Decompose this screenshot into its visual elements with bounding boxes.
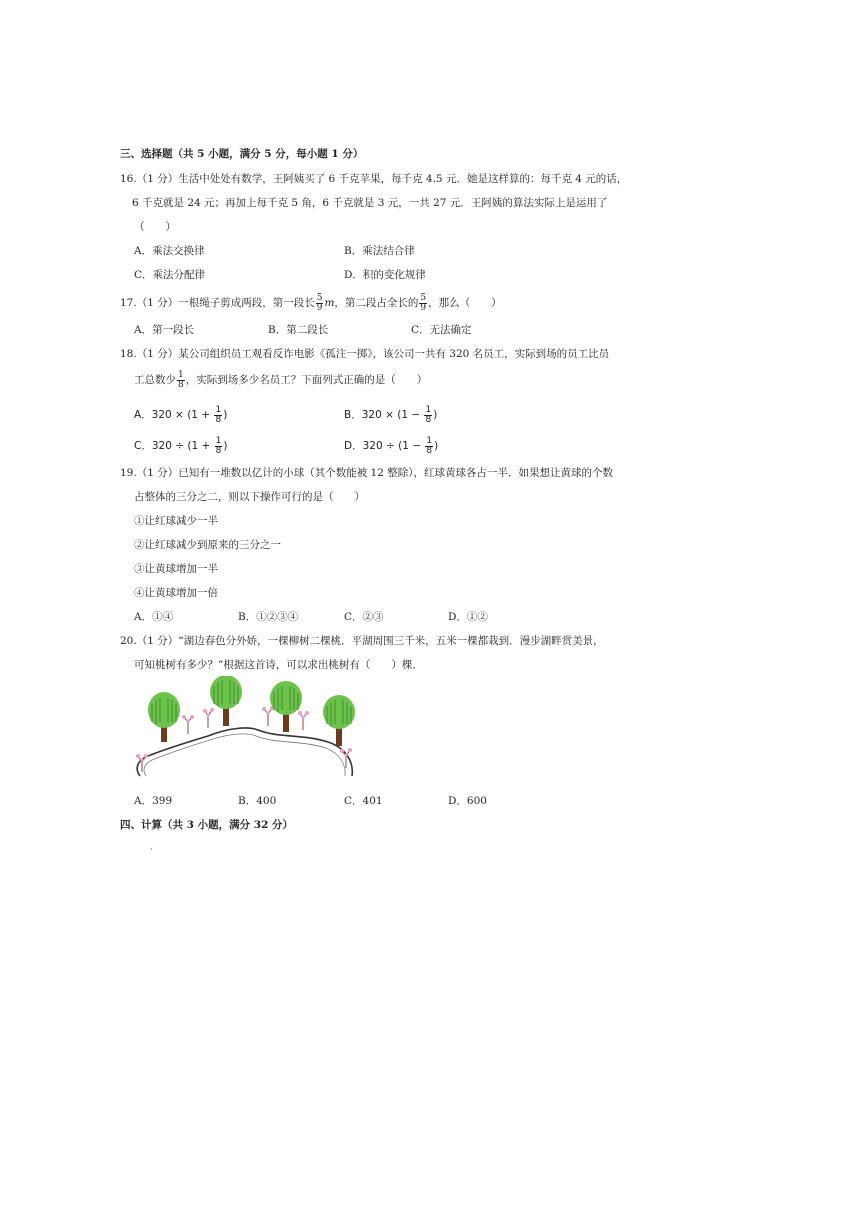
q18-d-den: 8 bbox=[426, 445, 433, 456]
q18-option-c[interactable] bbox=[134, 435, 227, 457]
q19-option-b[interactable]: B．①②③④ bbox=[238, 611, 299, 623]
q16-option-c[interactable]: C．乘法分配律 bbox=[134, 269, 206, 281]
q17-frac2-denominator: 9 bbox=[420, 302, 427, 313]
q17-option-c[interactable]: C．无法确定 bbox=[411, 324, 472, 336]
q18-d-post: ) bbox=[434, 440, 439, 452]
section-title: 三、选择题（共 5 小题，满分 5 分，每小题 1 分） bbox=[120, 148, 364, 160]
q18-option-d[interactable] bbox=[344, 435, 438, 457]
q16-line2: 6 千克就是 24 元；再加上每千克 5 角，6 千克就是 3 元，一共 27 元．王阿姨的算法实际上是运用了 bbox=[132, 197, 608, 209]
q18-a-fraction bbox=[214, 406, 222, 425]
q17-fraction-1 bbox=[316, 294, 324, 313]
q19-line2: 占整体的三分之二，则以下操作可行的是（ ） bbox=[134, 491, 365, 503]
q16-option-b[interactable]: B．乘法结合律 bbox=[344, 245, 415, 257]
q18-c-den: 8 bbox=[215, 445, 222, 456]
q19-option-c[interactable]: C．②③ bbox=[344, 611, 384, 623]
q17-frac2-numerator: 5 bbox=[420, 292, 427, 303]
q18-b-post: ) bbox=[433, 409, 438, 421]
q20-option-d[interactable]: D．600 bbox=[448, 795, 487, 807]
q18-c-num: 1 bbox=[215, 435, 222, 446]
q17-stem bbox=[120, 292, 502, 314]
q19-option-d[interactable]: D．①② bbox=[448, 611, 488, 623]
q17-unit: m bbox=[324, 297, 335, 309]
q18-line2-pre: 工总数少 bbox=[134, 374, 176, 386]
q18-a-den: 8 bbox=[215, 414, 222, 425]
q18-b-fraction bbox=[424, 406, 432, 425]
q18-fraction bbox=[177, 371, 185, 390]
q17-frac1-numerator: 5 bbox=[316, 292, 323, 303]
q19-statement-2: ②让红球减少到原来的三分之一 bbox=[134, 539, 281, 551]
lake-trees-illustration bbox=[128, 676, 368, 788]
q18-line2 bbox=[134, 369, 427, 391]
q18-frac-numerator: 1 bbox=[178, 369, 184, 380]
q18-d-pre: D．320 ÷ (1 − bbox=[344, 440, 425, 452]
q16-option-d[interactable]: D．积的变化规律 bbox=[344, 269, 426, 281]
q16-line3: （ ） bbox=[134, 221, 176, 233]
q18-a-post: ) bbox=[223, 409, 228, 421]
q18-a-pre: A．320 × (1 + bbox=[134, 409, 214, 421]
q17-frac1-denominator: 9 bbox=[316, 302, 323, 313]
q17-text-pre: 17.（1 分）一根绳子剪成两段，第一段长 bbox=[120, 297, 315, 309]
q20-option-c[interactable]: C．401 bbox=[344, 795, 383, 807]
q16-option-a[interactable]: A．乘法交换律 bbox=[134, 245, 205, 257]
q18-b-num: 1 bbox=[425, 404, 432, 415]
q20-option-a[interactable]: A．399 bbox=[134, 795, 173, 807]
section-title-4: 四、计算（共 3 小题，满分 32 分） bbox=[120, 819, 294, 831]
q19-statement-3: ③让黄球增加一半 bbox=[134, 563, 218, 575]
q18-a-num: 1 bbox=[215, 404, 222, 415]
q18-c-pre: C．320 ÷ (1 + bbox=[134, 440, 214, 452]
q18-b-den: 8 bbox=[425, 414, 432, 425]
q17-text-post: ，那么（ ） bbox=[428, 297, 502, 309]
q18-d-num: 1 bbox=[426, 435, 433, 446]
q17-fraction-2 bbox=[419, 294, 427, 313]
q18-line2-post: ，实际到场多少名员工？下面列式正确的是（ ） bbox=[185, 374, 428, 386]
q18-b-pre: B．320 × (1 − bbox=[344, 409, 424, 421]
q16-line1: 16.（1 分）生活中处处有数学，王阿姨买了 6 千克苹果，每千克 4.5 元．她是这样算的：每千克 4 元的话， bbox=[120, 173, 628, 185]
q19-statement-1: ①让红球减少一半 bbox=[134, 515, 218, 527]
q20-line2: 可知桃树有多少？”根据这首诗，可以求出桃树有（ ）棵． bbox=[134, 659, 423, 671]
stray-mark: · bbox=[150, 845, 153, 854]
q19-option-a[interactable]: A．①④ bbox=[134, 611, 174, 623]
q18-option-a[interactable] bbox=[134, 404, 227, 426]
q19-line1: 19.（1 分）已知有一堆数以亿计的小球（其个数能被 12 整除），红球黄球各占一半．如果想让黄球的个数 bbox=[120, 467, 614, 479]
q19-statement-4: ④让黄球增加一倍 bbox=[134, 587, 218, 599]
q18-line1: 18.（1 分）某公司组织员工观看反诈电影《孤注一掷》，该公司一共有 320 名员工，实际到场的员工比员 bbox=[120, 348, 610, 360]
q18-c-post: ) bbox=[223, 440, 228, 452]
q20-line1: 20.（1 分）“湖边春色分外娇，一棵柳树二棵桃．平湖周围三千米，五米一棵都栽到．漫步湖畔赏美景， bbox=[120, 635, 604, 647]
q18-c-fraction bbox=[215, 437, 223, 456]
q18-option-b[interactable] bbox=[344, 404, 437, 426]
q17-option-b[interactable]: B．第二段长 bbox=[268, 324, 329, 336]
q18-frac-denominator: 8 bbox=[178, 379, 184, 390]
q20-option-b[interactable]: B．400 bbox=[238, 795, 277, 807]
q17-text-mid: ，第二段占全长的 bbox=[334, 297, 419, 309]
q18-d-fraction bbox=[425, 437, 433, 456]
q17-option-a[interactable]: A．第一段长 bbox=[134, 324, 195, 336]
